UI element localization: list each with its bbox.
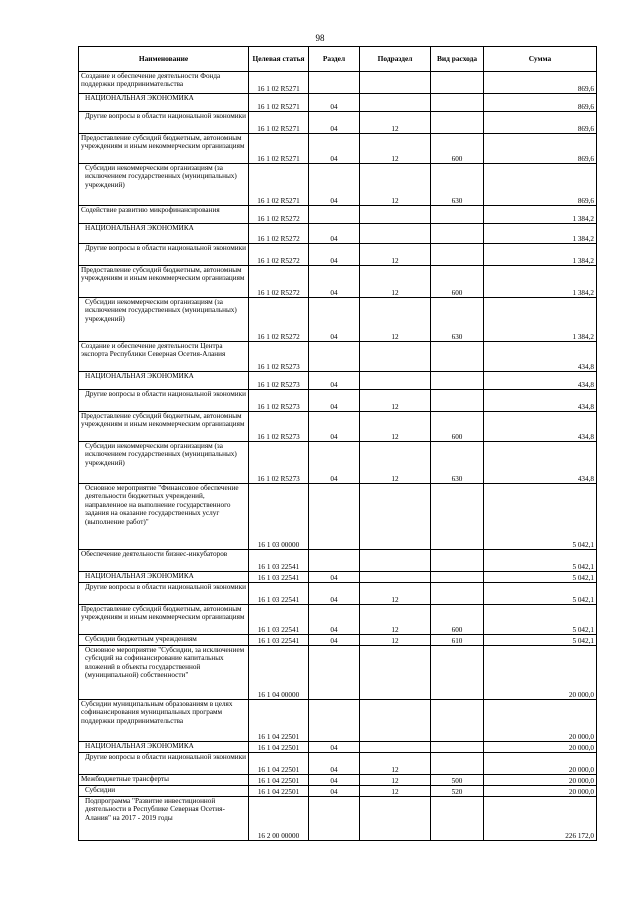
row-code: 16 1 04 22501 [249,742,309,753]
row-code: 16 1 02 R5271 [249,134,309,164]
header-expense-type: Вид расхода [431,47,484,72]
row-subsection: 12 [360,412,431,442]
table-row [79,484,597,550]
table-header-row [79,47,597,72]
row-name: Другие вопросы в области национальной экономики [79,753,249,775]
row-code: 16 1 02 R5271 [249,164,309,206]
row-code: 16 1 02 R5273 [249,342,309,372]
row-subsection [360,372,431,390]
table-row [79,742,597,753]
row-expense-type: 630 [431,298,484,342]
row-code: 16 1 03 22541 [249,635,309,646]
table-row [79,442,597,484]
row-section: 04 [309,390,360,412]
row-amount: 869,6 [484,72,597,94]
row-name: Субсидии некоммерческим организациям (за исключением государственных (муниципальных) учреждений) [79,298,249,342]
row-amount: 1 384,2 [484,244,597,266]
table-row [79,372,597,390]
table-row [79,224,597,244]
row-amount: 5 042,1 [484,583,597,605]
row-subsection: 12 [360,390,431,412]
row-code: 16 1 02 R5273 [249,372,309,390]
row-name: Другие вопросы в области национальной экономики [79,390,249,412]
row-section: 04 [309,94,360,112]
row-code: 16 1 03 22541 [249,605,309,635]
row-amount: 20 000,0 [484,742,597,753]
row-amount: 434,8 [484,412,597,442]
row-section: 04 [309,786,360,797]
row-code: 16 1 04 22501 [249,700,309,742]
header-name: Наименование [79,47,249,72]
row-subsection [360,797,431,841]
row-section: 04 [309,753,360,775]
table-row [79,390,597,412]
row-name: НАЦИОНАЛЬНАЯ ЭКОНОМИКА [79,94,249,112]
row-amount: 20 000,0 [484,753,597,775]
row-subsection: 12 [360,605,431,635]
table-row [79,94,597,112]
row-name: Содействие развитию микрофинансирования [79,206,249,224]
row-expense-type: 600 [431,412,484,442]
row-amount: 869,6 [484,134,597,164]
row-section [309,342,360,372]
table-row [79,244,597,266]
row-subsection: 12 [360,298,431,342]
row-code: 16 1 02 R5272 [249,298,309,342]
row-section: 04 [309,134,360,164]
row-name: Субсидии бюджетным учреждениям [79,635,249,646]
table-row [79,786,597,797]
row-expense-type [431,572,484,583]
row-amount: 20 000,0 [484,786,597,797]
table-row [79,635,597,646]
row-expense-type [431,224,484,244]
row-amount: 1 384,2 [484,224,597,244]
row-section [309,646,360,700]
row-section: 04 [309,742,360,753]
row-code: 16 1 04 22501 [249,753,309,775]
row-expense-type: 600 [431,134,484,164]
row-expense-type [431,646,484,700]
row-code: 16 1 03 22541 [249,572,309,583]
row-expense-type [431,206,484,224]
table-row [79,753,597,775]
row-expense-type [431,72,484,94]
row-expense-type [431,550,484,572]
table-row [79,550,597,572]
table-row [79,583,597,605]
row-section: 04 [309,412,360,442]
row-code: 16 1 02 R5271 [249,72,309,94]
row-name: НАЦИОНАЛЬНАЯ ЭКОНОМИКА [79,742,249,753]
table-row [79,412,597,442]
row-name: Обеспечение деятельности бизнес-инкубаторов [79,550,249,572]
row-expense-type [431,797,484,841]
row-amount: 1 384,2 [484,206,597,224]
header-amount: Сумма [484,47,597,72]
row-code: 16 1 03 00000 [249,484,309,550]
header-code: Целевая статья [249,47,309,72]
row-name: Межбюджетные трансферты [79,775,249,786]
row-name: Создание и обеспечение деятельности Фонда поддержки предпринимательства [79,72,249,94]
row-section: 04 [309,635,360,646]
row-name: Создание и обеспечение деятельности Центра экспорта Республики Северная Осетия-Алания [79,342,249,372]
row-name: Предоставление субсидий бюджетным, автономным учреждениям и иным некоммерческим организациям [79,134,249,164]
row-name: Предоставление субсидий бюджетным, автономным учреждениям и иным некоммерческим организациям [79,412,249,442]
table-row [79,572,597,583]
row-name: Предоставление субсидий бюджетным, автономным учреждениям и иным некоммерческим организациям [79,266,249,298]
table-row [79,775,597,786]
row-code: 16 1 02 R5272 [249,244,309,266]
row-amount: 869,6 [484,164,597,206]
row-name: Основное мероприятие "Финансовое обеспечение деятельности бюджетных учреждений, направленное на выполнение государственного задания на оказание государственных услуг (выполнение работ)" [79,484,249,550]
row-section: 04 [309,298,360,342]
row-section: 04 [309,572,360,583]
row-subsection: 12 [360,583,431,605]
row-expense-type [431,484,484,550]
row-subsection: 12 [360,786,431,797]
row-section: 04 [309,583,360,605]
row-name: Подпрограмма "Развитие инвестиционной деятельности в Республике Северная Осетия-Алания" на 2017 - 2019 годы [79,797,249,841]
row-subsection: 12 [360,635,431,646]
row-amount: 434,8 [484,442,597,484]
table-row [79,342,597,372]
row-subsection [360,572,431,583]
row-section [309,72,360,94]
row-section: 04 [309,372,360,390]
row-section: 04 [309,266,360,298]
row-expense-type [431,753,484,775]
row-amount: 5 042,1 [484,605,597,635]
row-amount: 5 042,1 [484,550,597,572]
row-code: 16 1 02 R5273 [249,412,309,442]
table-row [79,700,597,742]
row-subsection: 12 [360,134,431,164]
row-expense-type: 610 [431,635,484,646]
row-subsection: 12 [360,442,431,484]
row-code: 16 1 02 R5273 [249,390,309,412]
row-code: 16 1 02 R5272 [249,266,309,298]
row-code: 16 1 04 22501 [249,786,309,797]
row-amount: 434,8 [484,342,597,372]
row-name: Субсидии [79,786,249,797]
row-subsection [360,700,431,742]
row-code: 16 1 02 R5272 [249,224,309,244]
row-subsection [360,224,431,244]
row-amount: 20 000,0 [484,700,597,742]
row-expense-type [431,372,484,390]
row-name: Предоставление субсидий бюджетным, автономным учреждениям и иным некоммерческим организациям [79,605,249,635]
row-code: 16 1 03 22541 [249,583,309,605]
row-amount: 869,6 [484,94,597,112]
row-section [309,206,360,224]
row-section: 04 [309,244,360,266]
row-amount: 434,8 [484,372,597,390]
row-expense-type [431,112,484,134]
row-section: 04 [309,605,360,635]
row-section [309,700,360,742]
row-expense-type: 520 [431,786,484,797]
row-code: 16 2 00 00000 [249,797,309,841]
table-row [79,797,597,841]
row-amount: 869,6 [484,112,597,134]
row-name: НАЦИОНАЛЬНАЯ ЭКОНОМИКА [79,224,249,244]
row-amount: 434,8 [484,390,597,412]
row-amount: 1 384,2 [484,298,597,342]
row-section: 04 [309,442,360,484]
row-section [309,797,360,841]
row-subsection: 12 [360,753,431,775]
row-expense-type [431,700,484,742]
row-section: 04 [309,164,360,206]
row-name: Другие вопросы в области национальной экономики [79,244,249,266]
header-subsection: Подраздел [360,47,431,72]
row-section [309,484,360,550]
row-name: Основное мероприятие "Субсидии, за исключением субсидий на софинансирование капитальных вложений в объекты государственной (муниципальной) собственности" [79,646,249,700]
row-subsection [360,94,431,112]
row-name: Субсидии муниципальным образованиям в целях софинансирования муниципальных программ поддержки предпринимательства [79,700,249,742]
row-code: 16 1 04 22501 [249,775,309,786]
row-expense-type: 600 [431,266,484,298]
row-expense-type: 600 [431,605,484,635]
row-expense-type: 630 [431,164,484,206]
row-code: 16 1 04 00000 [249,646,309,700]
row-section: 04 [309,224,360,244]
row-subsection [360,342,431,372]
row-subsection: 12 [360,775,431,786]
table-row [79,206,597,224]
row-expense-type: 630 [431,442,484,484]
row-subsection [360,550,431,572]
row-code: 16 1 03 22541 [249,550,309,572]
row-name: Другие вопросы в области национальной экономики [79,112,249,134]
table-row [79,646,597,700]
row-subsection: 12 [360,164,431,206]
row-amount: 5 042,1 [484,484,597,550]
row-section [309,550,360,572]
table-row [79,72,597,94]
row-code: 16 1 02 R5273 [249,442,309,484]
row-amount: 226 172,0 [484,797,597,841]
row-subsection [360,72,431,94]
row-subsection [360,646,431,700]
row-subsection [360,206,431,224]
row-amount: 5 042,1 [484,572,597,583]
row-code: 16 1 02 R5272 [249,206,309,224]
row-subsection: 12 [360,112,431,134]
row-subsection: 12 [360,244,431,266]
row-expense-type [431,583,484,605]
table-row [79,605,597,635]
row-code: 16 1 02 R5271 [249,112,309,134]
row-expense-type [431,342,484,372]
table-row [79,134,597,164]
row-subsection [360,484,431,550]
row-amount: 5 042,1 [484,635,597,646]
row-expense-type [431,244,484,266]
page-number: 98 [315,33,325,43]
budget-table [78,46,597,841]
table-body [79,72,597,841]
header-section: Раздел [309,47,360,72]
row-name: Субсидии некоммерческим организациям (за исключением государственных (муниципальных) учреждений) [79,164,249,206]
row-subsection: 12 [360,266,431,298]
row-section: 04 [309,775,360,786]
row-code: 16 1 02 R5271 [249,94,309,112]
row-section: 04 [309,112,360,134]
row-name: НАЦИОНАЛЬНАЯ ЭКОНОМИКА [79,572,249,583]
row-amount: 1 384,2 [484,266,597,298]
row-expense-type [431,742,484,753]
table-row [79,298,597,342]
table-row [79,266,597,298]
row-name: Другие вопросы в области национальной экономики [79,583,249,605]
table-row [79,164,597,206]
row-name: Субсидии некоммерческим организациям (за исключением государственных (муниципальных) учреждений) [79,442,249,484]
row-subsection [360,742,431,753]
row-expense-type [431,94,484,112]
row-expense-type: 500 [431,775,484,786]
table-row [79,112,597,134]
row-name: НАЦИОНАЛЬНАЯ ЭКОНОМИКА [79,372,249,390]
row-amount: 20 000,0 [484,646,597,700]
row-amount: 20 000,0 [484,775,597,786]
row-expense-type [431,390,484,412]
